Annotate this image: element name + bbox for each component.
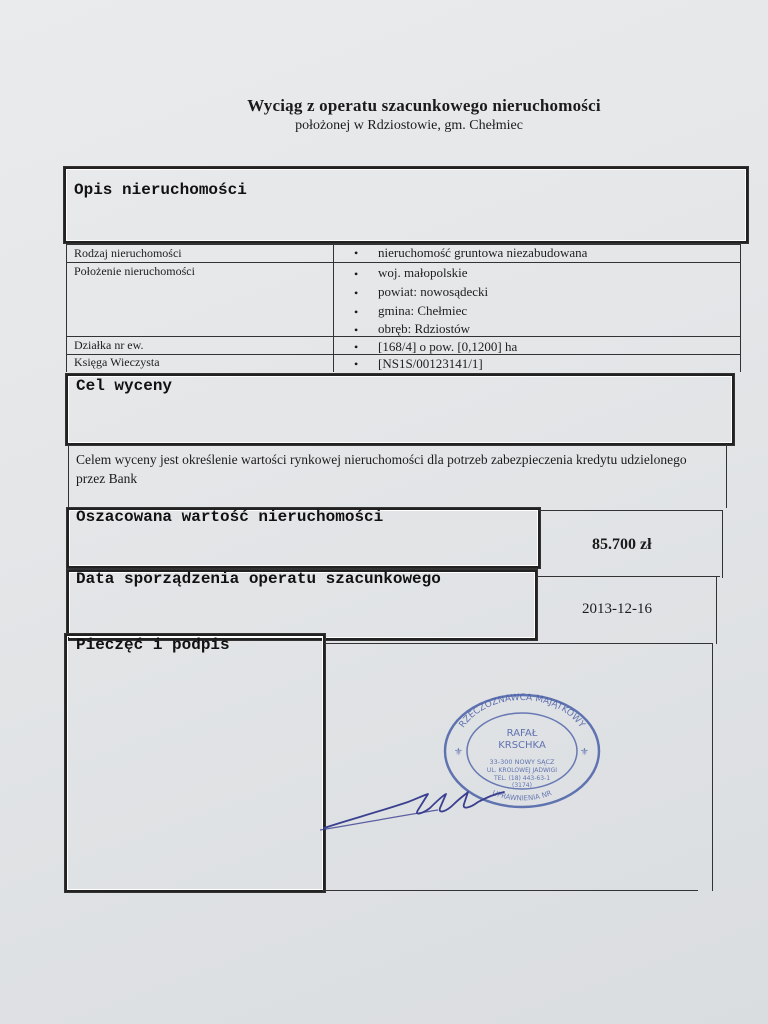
property-heading-box [64,167,748,243]
report-date-cell-right [716,576,717,644]
valuation-cell-right [722,510,723,578]
valuation-value: 85.700 zł [592,536,652,553]
document-title: Wyciąg z operatu szacunkowego nieruchomości [247,96,601,115]
table-row-divider [66,262,741,263]
signature-area-bottom [322,890,698,891]
stamp-street: UL. KRÓLOWEJ JADWIGI [486,767,558,774]
bullet: • [354,286,359,300]
bullet: • [354,357,359,371]
report-date-cell-top [536,576,720,577]
bullet: • [354,246,359,260]
purpose-border-left [68,444,69,508]
row-value-land-register: [NS1S/00123141/1] [378,356,483,371]
svg-text:⚜: ⚜ [454,747,463,758]
property-heading: Opis nieruchomości [74,181,247,199]
row-label-type: Rodzaj nieruchomości [74,246,182,260]
document-subtitle: położonej w Rdziostowie, gm. Chełmiec [295,118,523,133]
table-column-divider [333,244,334,372]
stamp-license: UPRAWNIENIA NR [491,789,553,803]
row-label-land-register: Księga Wieczysta [74,355,160,369]
purpose-text: Celem wyceny jest określenie wartości rynkowej nieruchomości dla potrzeb zabezpieczenia kredytu udzielonego przez Bank [76,452,687,486]
purpose-heading: Cel wyceny [76,377,173,395]
row-label-location: Położenie nieruchomości [74,264,195,278]
row-value-district: obręb: Rdziostów [378,321,471,336]
stamp-title: RZECZOZNAWCA MAJĄTKOWY [457,692,587,730]
bullet: • [354,323,359,337]
signature-area-top [324,643,713,644]
signature-area-right [712,643,713,891]
stamp-number: (3174) [512,782,532,789]
valuation-heading: Oszacowana wartość nieruchomości [76,508,384,526]
row-value-type: nieruchomość gruntowa niezabudowana [378,245,588,260]
report-date-value: 2013-12-16 [582,601,652,617]
row-value-commune: gmina: Chełmiec [378,303,468,318]
signature-heading: Pieczęć i podpis [76,636,230,654]
bullet: • [354,305,359,319]
svg-text:⚜: ⚜ [580,747,589,758]
stamp-phone: TEL. (18) 443-63-1 [493,775,551,782]
bullet: • [354,267,359,281]
purpose-border-right [726,444,727,508]
row-value-voivodeship: woj. małopolskie [378,265,468,280]
stamp-first-name: RAFAŁ [506,728,538,739]
signature-box [65,634,325,892]
row-label-plot: Działka nr ew. [74,338,144,352]
report-date-heading: Data sporządzenia operatu szacunkowego [76,570,441,588]
row-value-county: powiat: nowosądecki [378,284,489,299]
stamp-last-name: KRSCHKA [498,740,546,751]
handwritten-signature-icon [318,780,548,840]
svg-text:RZECZOZNAWCA MAJĄTKOWY [458,693,587,730]
row-value-plot: [168/4] o pow. [0,1200] ha [378,339,518,354]
valuation-cell-top [538,510,723,511]
stamp-city: 33-300 NOWY SĄCZ [489,758,555,766]
bullet: • [354,340,359,354]
